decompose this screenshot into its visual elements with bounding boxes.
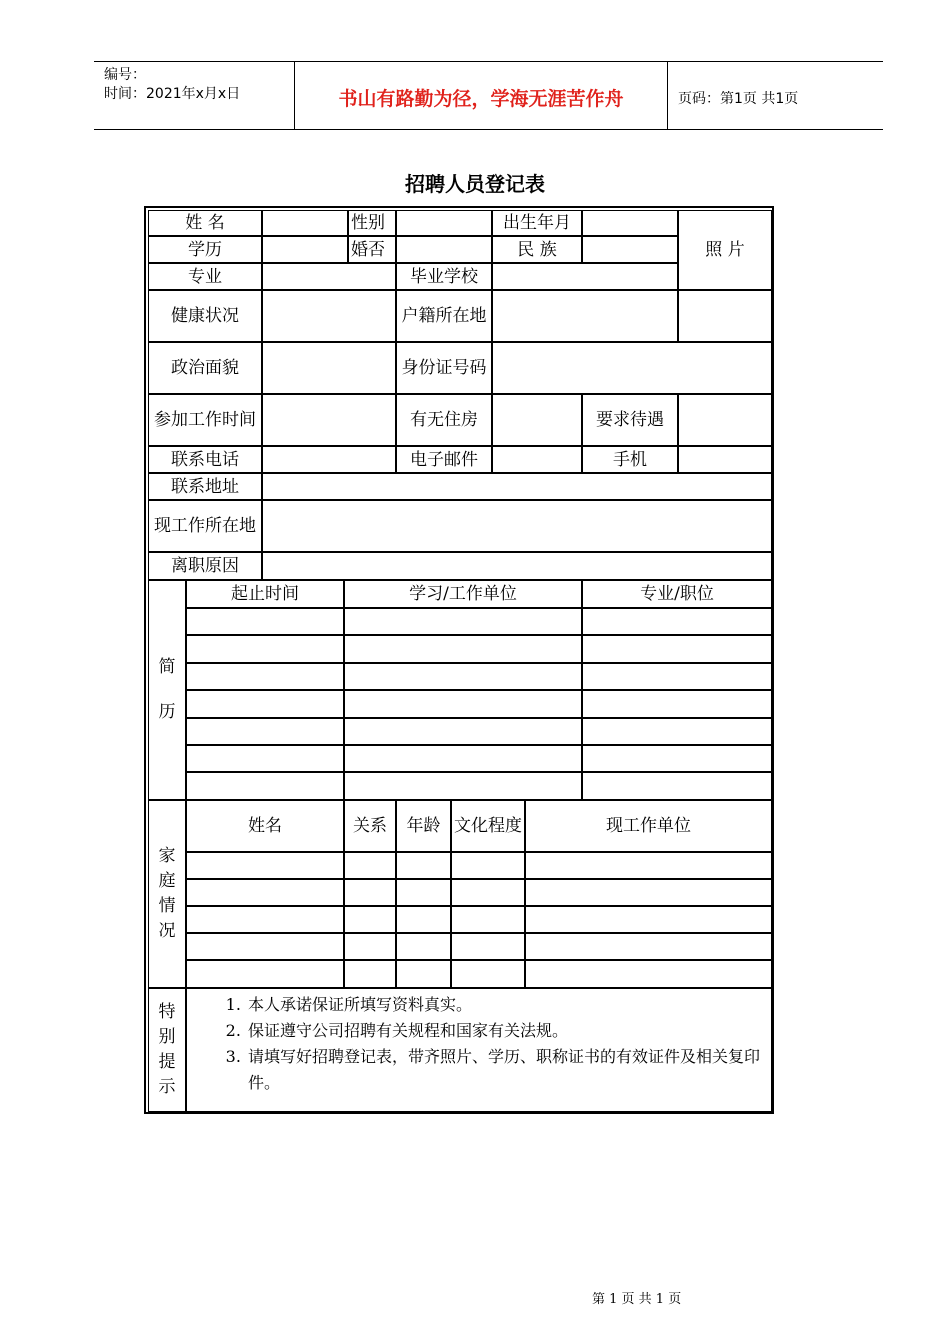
resume-organization-cell[interactable]: [344, 663, 582, 690]
notes-list: [216, 992, 772, 1096]
note-item: 1. 本人承诺保证所填写资料真实。: [246, 992, 772, 1018]
header-bottom-rule: [94, 129, 883, 130]
header-motto: 书山有路勤为径，学海无涯苦作舟: [338, 88, 624, 110]
resume-organization-cell[interactable]: [344, 745, 582, 772]
notes-label-char-2: 别: [158, 1027, 176, 1047]
resume-position-cell[interactable]: [582, 718, 772, 745]
hukou-field[interactable]: [492, 290, 678, 342]
family-name-cell[interactable]: [186, 906, 344, 933]
notes-label-char-3: 提: [158, 1052, 176, 1072]
family-age-cell[interactable]: [396, 879, 451, 906]
birth-label: 出生年月: [492, 210, 582, 236]
leave-reason-label: 离职原因: [148, 552, 262, 580]
family-education-cell[interactable]: [451, 960, 525, 988]
resume-header-organization: 学习/工作单位: [344, 580, 582, 608]
address-field[interactable]: [262, 473, 772, 500]
family-header-name: 姓名: [186, 800, 344, 852]
family-education-cell[interactable]: [451, 906, 525, 933]
resume-period-cell[interactable]: [186, 690, 344, 718]
family-relation-cell[interactable]: [344, 933, 396, 960]
politics-label: 政治面貌: [148, 342, 262, 394]
leave-reason-field[interactable]: [262, 552, 772, 580]
resume-period-cell[interactable]: [186, 608, 344, 635]
id-number-label: 身份证号码: [396, 342, 492, 394]
id-number-field[interactable]: [492, 342, 772, 394]
resume-position-cell[interactable]: [582, 745, 772, 772]
photo-below-field[interactable]: [678, 290, 772, 342]
family-relation-cell[interactable]: [344, 906, 396, 933]
resume-organization-cell[interactable]: [344, 718, 582, 745]
family-relation-cell[interactable]: [344, 852, 396, 879]
phone-label: 联系电话: [148, 446, 262, 473]
family-label-char-3: 情: [158, 896, 176, 916]
major-label: 专业: [148, 263, 262, 290]
marital-field[interactable]: [396, 236, 492, 263]
family-section-label: [148, 800, 186, 988]
work-start-label: 参加工作时间: [148, 394, 262, 446]
current-location-label: 现工作所在地: [148, 500, 262, 552]
family-employer-cell[interactable]: [525, 933, 772, 960]
family-header-education: 文化程度: [451, 800, 525, 852]
resume-header-position: 专业/职位: [582, 580, 772, 608]
family-name-cell[interactable]: [186, 852, 344, 879]
work-start-field[interactable]: [262, 394, 396, 446]
resume-section-label: [148, 580, 186, 800]
health-label: 健康状况: [148, 290, 262, 342]
resume-position-cell[interactable]: [582, 663, 772, 690]
page-title: 招聘人员登记表: [405, 172, 545, 196]
ethnicity-field[interactable]: [582, 236, 678, 263]
education-label: 学历: [148, 236, 262, 263]
family-header-employer: 现工作单位: [525, 800, 772, 852]
family-employer-cell[interactable]: [525, 852, 772, 879]
family-name-cell[interactable]: [186, 879, 344, 906]
housing-label: 有无住房: [396, 394, 492, 446]
header-divider-right: [667, 61, 668, 130]
resume-period-cell[interactable]: [186, 635, 344, 663]
resume-period-cell[interactable]: [186, 772, 344, 800]
family-employer-cell[interactable]: [525, 960, 772, 988]
resume-period-cell[interactable]: [186, 745, 344, 772]
family-label-char-4: 况: [158, 921, 176, 941]
family-employer-cell[interactable]: [525, 879, 772, 906]
education-field[interactable]: [262, 236, 348, 263]
header-meta: [104, 66, 240, 104]
politics-field[interactable]: [262, 342, 396, 394]
birth-field[interactable]: [582, 210, 678, 236]
notes-label-char-1: 特: [158, 1002, 176, 1022]
registration-form: [144, 206, 774, 1114]
family-header-relation: 关系: [344, 800, 396, 852]
salary-field[interactable]: [678, 394, 772, 446]
family-header-age: 年龄: [396, 800, 451, 852]
serial-label: 编号：: [104, 67, 146, 83]
gender-label: 性别: [348, 210, 396, 236]
resume-position-cell[interactable]: [582, 690, 772, 718]
family-name-cell[interactable]: [186, 960, 344, 988]
family-label-char-1: 家: [158, 846, 176, 866]
school-label: 毕业学校: [396, 263, 492, 290]
family-label-char-2: 庭: [158, 871, 176, 891]
salary-label: 要求待遇: [582, 394, 678, 446]
phone-field[interactable]: [262, 446, 396, 473]
header-top-rule: [94, 61, 883, 62]
notes-label-char-4: 示: [158, 1077, 176, 1097]
resume-organization-cell[interactable]: [344, 635, 582, 663]
note-item: 2. 保证遵守公司招聘有关规程和国家有关法规。: [246, 1018, 772, 1044]
resume-header-period: 起止时间: [186, 580, 344, 608]
family-age-cell[interactable]: [396, 960, 451, 988]
time-label: 时间：2021年x月x日: [104, 86, 241, 102]
marital-label: 婚否: [348, 236, 396, 263]
family-age-cell[interactable]: [396, 933, 451, 960]
resume-organization-cell[interactable]: [344, 608, 582, 635]
resume-label-char-1: 简: [158, 657, 176, 677]
mobile-field[interactable]: [678, 446, 772, 473]
health-field[interactable]: [262, 290, 396, 342]
school-field[interactable]: [492, 263, 678, 290]
resume-period-cell[interactable]: [186, 663, 344, 690]
family-education-cell[interactable]: [451, 933, 525, 960]
name-field[interactable]: [262, 210, 348, 236]
family-age-cell[interactable]: [396, 906, 451, 933]
resume-organization-cell[interactable]: [344, 690, 582, 718]
family-age-cell[interactable]: [396, 852, 451, 879]
current-location-field[interactable]: [262, 500, 772, 552]
notes-section-label: [148, 988, 186, 1112]
resume-position-cell[interactable]: [582, 635, 772, 663]
gender-field[interactable]: [396, 210, 492, 236]
family-education-cell[interactable]: [451, 879, 525, 906]
family-relation-cell[interactable]: [344, 879, 396, 906]
family-education-cell[interactable]: [451, 852, 525, 879]
mobile-label: 手机: [582, 446, 678, 473]
resume-position-cell[interactable]: [582, 608, 772, 635]
page-number-label: 页码：第1页 共1页: [678, 91, 799, 107]
note-item: 3. 请填写好招聘登记表，带齐照片、学历、职称证书的有效证件及相关复印件。: [246, 1044, 772, 1096]
name-label: 姓 名: [148, 210, 262, 236]
email-label: 电子邮件: [396, 446, 492, 473]
resume-organization-cell[interactable]: [344, 772, 582, 800]
resume-period-cell[interactable]: [186, 718, 344, 745]
family-employer-cell[interactable]: [525, 906, 772, 933]
hukou-label: 户籍所在地: [396, 290, 492, 342]
housing-field[interactable]: [492, 394, 582, 446]
family-relation-cell[interactable]: [344, 960, 396, 988]
footer-page-number: 第 1 页 共 1 页: [592, 1292, 682, 1307]
header-divider-left: [294, 61, 295, 130]
resume-label-char-2: 历: [158, 702, 176, 722]
resume-position-cell[interactable]: [582, 772, 772, 800]
major-field[interactable]: [262, 263, 396, 290]
photo-box[interactable]: 照 片: [678, 210, 772, 290]
ethnicity-label: 民 族: [492, 236, 582, 263]
email-field[interactable]: [492, 446, 582, 473]
address-label: 联系地址: [148, 473, 262, 500]
family-name-cell[interactable]: [186, 933, 344, 960]
